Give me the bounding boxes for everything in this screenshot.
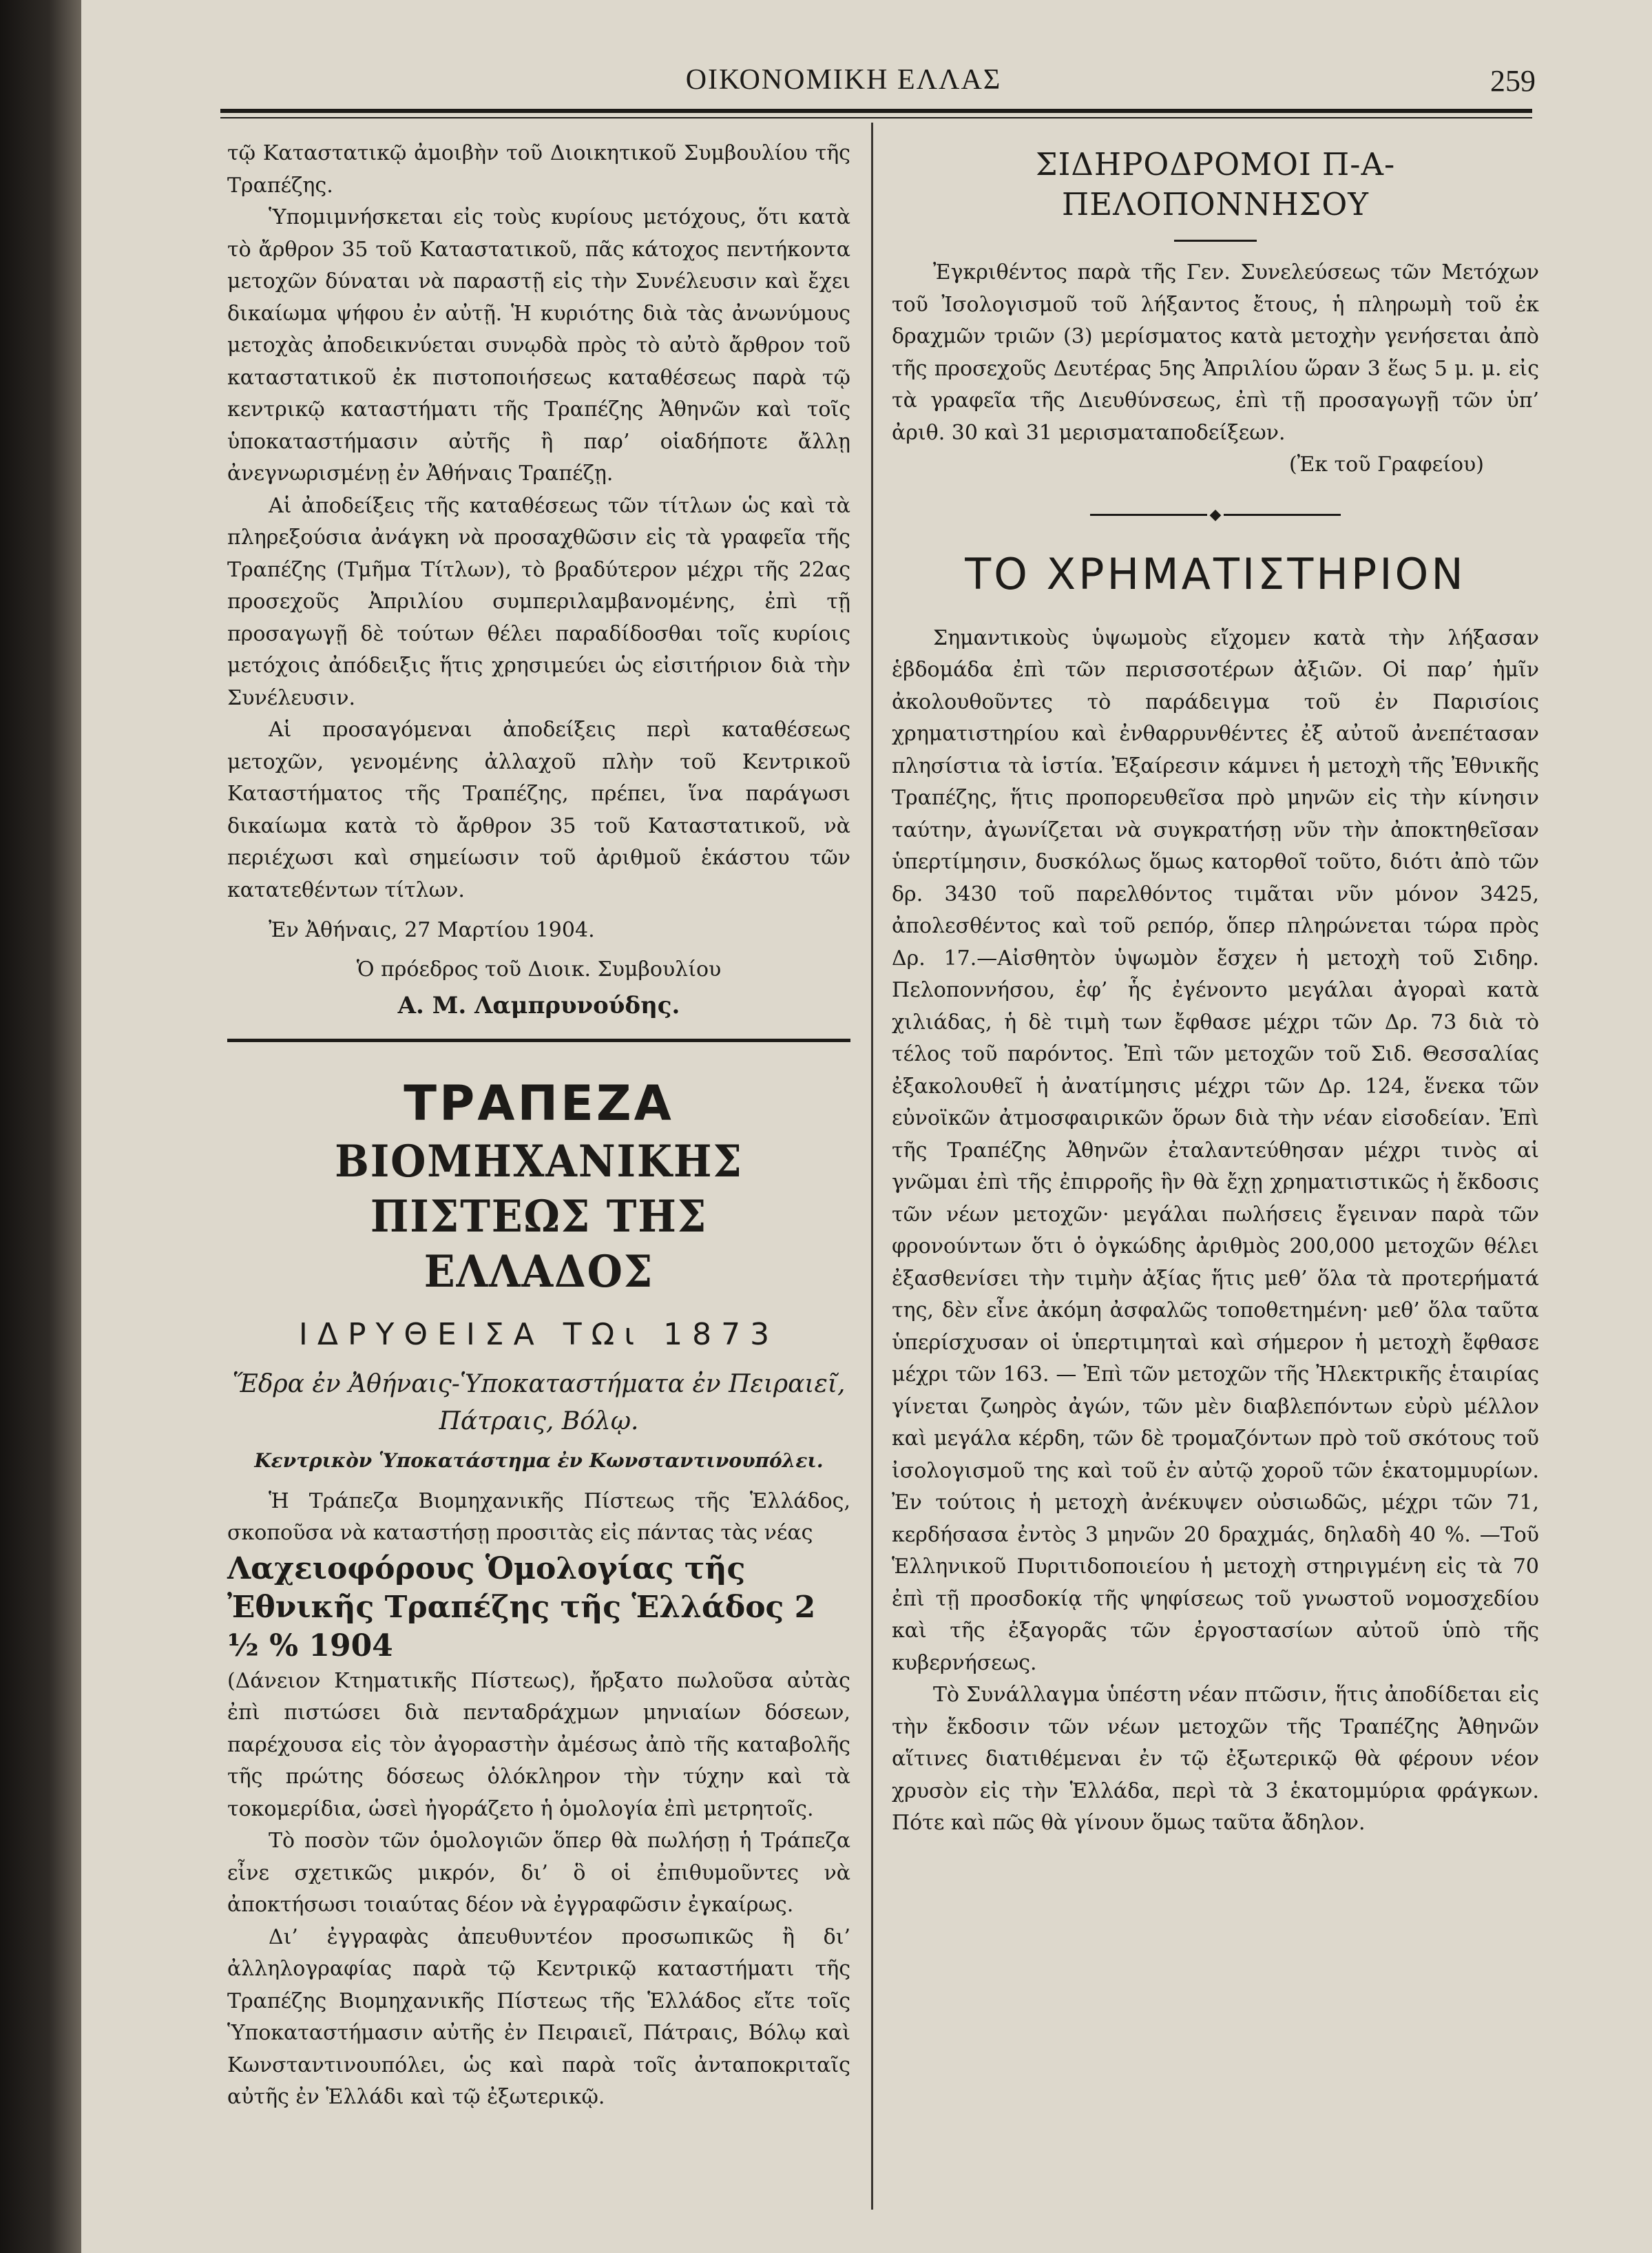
paragraph: Αἱ ἀποδείξεις τῆς καταθέσεως τῶν τίτλων ὡς καὶ τὰ πληρεξούσια ἀνάγκη νὰ προσαχθῶσιν εἰς τὰ γραφεῖα τῆς Τραπέζης (Τμῆμα Τίτλων), τὸ βραδύτερον μέχρι τῆς 22ας προσεχοῦς Ἀπριλίου συμπεριλαμβανομένης, ἐπὶ τῇ προσαγωγῇ δὲ τούτων θέλει παραδίδοσθαι τοῖς κυρίοις μετόχοις ἀπόδειξις ἥτις χρησιμεύει ὡς εἰσιτήριον διὰ τὴν Συνέλευσιν. xyxy=(227,493,850,710)
divider-line xyxy=(1090,514,1207,516)
notice-signature: Α. Μ. Λαμπρυνούδης. xyxy=(397,992,680,1019)
paragraph: Δι’ ἐγγραφὰς ἀπευθυντέον προσωπικῶς ἢ δι’ ἀλληλογραφίας παρὰ τῷ Κεντρικῷ καταστήματι τῆς Τραπέζης Βιομηχανικῆς Πίστεως τῆς Ἑλλάδος εἴτε τοῖς Ὑποκαταστήμασιν αὐτῆς ἐν Πειραιεῖ, Πάτραις, Βόλῳ καὶ Κωνσταντινουπόλει, ὡς καὶ παρὰ τοῖς ἀνταποκριταῖς αὐτῆς ἐν Ἑλλάδι καὶ τῷ ἐξωτερικῷ. xyxy=(227,1924,850,2109)
paragraph: Τὸ Συνάλλαγμα ὑπέστη νέαν πτῶσιν, ἥτις ἀποδίδεται εἰς τὴν ἔκδοσιν τῶν νέων μετοχῶν τῆς Τραπέζης Ἀθηνῶν αἵτινες διατιθέμεναι ἐν τῷ ἐξωτερικῷ θὰ φέρουν νέον χρυσὸν εἰς τὴν Ἑλλάδα, περὶ τὰ 3 ἑκατομμύρια φράγκων. Πότε καὶ πῶς θὰ γίνουν ὅμως ταῦτα ἄδηλον. xyxy=(892,1683,1539,1835)
paragraph: (Δάνειον Κτηματικῆς Πίστεως), ἤρξατο πωλοῦσα αὐτὰς ἐπὶ πιστώσει διὰ πενταδράχμων μηνιαίων δόσεων, παρέχουσα εἰς τὸν ἀγοραστὴν ἀμέσως ἀπὸ τῆς καταβολῆς τῆς πρώτης δόσεως ὁλόκληρον τὴν τύχην καὶ τὰ τοκομερίδια, ὡσεὶ ἠγοράζετο ἡ ὁμολογία ἐπὶ μετρητοῖς. xyxy=(227,1668,850,1821)
binding-edge xyxy=(0,0,81,2253)
railway-source: (Ἐκ τοῦ Γραφείου) xyxy=(1288,453,1484,477)
column-divider xyxy=(871,123,873,2210)
left-column xyxy=(227,138,850,2114)
notice-date: Ἐν Ἀθήναις, 27 Μαρτίου 1904. xyxy=(269,918,595,942)
paragraph: Ἐγκριθέντος παρὰ τῆς Γεν. Συνελεύσεως τῶν Μετόχων τοῦ Ἰσολογισμοῦ τοῦ λήξαντος ἔτους, ἡ πληρωμὴ τοῦ ἐκ δραχμῶν τριῶν (3) μερίσματος κατὰ μετοχὴν γενήσεται ἀπὸ τῆς προσεχοῦς Δευτέρας 5ης Ἀπριλίου ὥραν 3 ἕως 5 μ. μ. εἰς τὰ γραφεῖα τῆς Διευθύνσεως, ἐπὶ τῇ προσαγωγῇ τῶν ὑπ’ ἀριθ. 30 καὶ 31 μερισματαποδείξεων. xyxy=(892,260,1539,445)
founded-line: ΙΔΡΥΘΕΙΣΑ ΤΩι 1873 xyxy=(298,1316,780,1352)
paragraph: Ἡ Τράπεζα Βιομηχανικῆς Πίστεως τῆς Ἑλλάδος, σκοποῦσα νὰ καταστήσῃ προσιτὰς εἰς πάντας τὰς νέας xyxy=(227,1488,850,1545)
page-header xyxy=(145,63,1543,102)
bank-branch: Κεντρικὸν Ὑποκατάστημα ἐν Κωνσταντινουπόλει. xyxy=(254,1449,824,1472)
header-rule xyxy=(220,109,1532,113)
paragraph: Ὑπομιμνήσκεται εἰς τοὺς κυρίους μετόχους, ὅτι κατὰ τὸ ἄρθρον 35 τοῦ Καταστατικοῦ, πᾶς κάτοχος πεντήκοντα μετοχῶν δύναται νὰ παραστῇ εἰς τὴν Συνέλευσιν καὶ ἔχει δικαίωμα ψήφου ἐν αὐτῇ. Ἡ κυριότης διὰ τὰς ἀνωνύμους μετοχὰς ἀποδεικνύεται συνῳδὰ πρὸς τὸ αὐτὸ ἄρθρον τοῦ καταστατικοῦ ἐκ πιστοποιήσεως καταθέσεως παρὰ τῷ κεντρικῷ καταστήματι τῆς Τραπέζης Ἀθηνῶν καὶ τοῖς ὑποκαταστήμασιν αὐτῆς ἢ παρ’ οἱαδήποτε ἄλλῃ ἀνεγνωρισμένῃ ἐν Ἀθήναις Τραπέζῃ. xyxy=(227,205,850,486)
paragraph: Τὸ ποσὸν τῶν ὁμολογιῶν ὅπερ θὰ πωλήσῃ ἡ Τράπεζα εἶνε σχετικῶς μικρόν, δι’ ὃ οἱ ἐπιθυμοῦντες νὰ ἀποκτήσωσι τοιαύτας δέον νὰ ἐγγραφῶσιν ἐγκαίρως. xyxy=(227,1829,850,1917)
page-number: 259 xyxy=(1490,64,1536,98)
bank-title: ΤΡΑΠΕΖΑ xyxy=(404,1074,674,1132)
short-rule xyxy=(1174,240,1257,242)
notice-president: Ὁ πρόεδρος τοῦ Διοικ. Συμβουλίου xyxy=(356,957,722,982)
bond-name: Λαχειοφόρους Ὁμολογίας τῆς Ἐθνικῆς Τραπέζης τῆς Ἑλλάδος 2 ½ % 1904 xyxy=(227,1550,816,1663)
journal-title: ΟΙΚΟΝΟΜΙΚΗ ΕΛΛΑΣ xyxy=(685,64,1002,96)
right-column xyxy=(892,145,1539,1840)
ornament-divider xyxy=(892,506,1539,523)
railway-title: ΣΙΔΗΡΟΔΡΟΜΟΙ Π-Α-ΠΕΛΟΠΟΝΝΗΣΟΥ xyxy=(1035,146,1396,222)
bank-seat: Ἕδρα ἐν Ἀθήναις-Ὑποκαταστήματα ἐν Πειραιεῖ, Πάτραις, Βόλῳ. xyxy=(232,1369,846,1435)
header-rule-thin xyxy=(220,117,1532,118)
paragraph: τῷ Καταστατικῷ ἀμοιβὴν τοῦ Διοικητικοῦ Συμβουλίου τῆς Τραπέζης. xyxy=(227,141,850,198)
divider-line xyxy=(1224,514,1341,516)
bank-subtitle: ΒΙΟΜΗΧΑΝΙΚΗΣ ΠΙΣΤΕΩΣ ΤΗΣ ΕΛΛΑΔΟΣ xyxy=(335,1135,743,1298)
section-rule xyxy=(227,1039,850,1042)
paragraph: Σημαντικοὺς ὑψωμοὺς εἴχομεν κατὰ τὴν λήξασαν ἑβδομάδα ἐπὶ τῶν περισσοτέρων ἀξιῶν. Οἱ παρ’ ἡμῖν ἀκολουθοῦντες τὸ παράδειγμα τοῦ ἐν Παρισίοις χρηματιστηρίου καὶ ἐνθαρρυνθέντες ἐξ αὐτοῦ ἀνεπέτασαν πλησίστια τὰ ἱστία. Ἐξαίρεσιν κάμνει ἡ μετοχὴ τῆς Ἐθνικῆς Τραπέζης, ἥτις προπορευθεῖσα πρὸ μηνῶν εἰς τὴν κίνησιν ταύτην, ἀγωνίζεται νὰ συγκρατήσῃ νῦν τὴν ἀποκτηθεῖσαν ὑπερτίμησιν, δυσκόλως ὅμως κατορθοῖ τοῦτο, διότι ἀπὸ τῶν δρ. 3430 τοῦ παρελθόντος τιμᾶται νῦν μόνον 3425, ἀπολεσθέντος καὶ τοῦ ρεπόρ, ὅπερ πληρώνεται τώρα πρὸς Δρ. 17.—Αἰσθητὸν ὑψωμὸν ἔσχεν ἡ μετοχὴ τοῦ Σιδηρ. Πελοποννήσου, ἐφ’ ἧς ἐγένοντο μεγάλαι ἀγοραὶ κατὰ χιλιάδας, ἡ δὲ τιμὴ των ἔφθασε μέχρι τῶν Δρ. 73 διὰ τὸ τέλος τοῦ παρόντος. Ἐπὶ τῶν μετοχῶν τοῦ Σιδ. Θεσσαλίας ἐξακολουθεῖ ἡ ἀνατίμησις μέχρι τῶν Δρ. 124, ἕνεκα τῶν εὐνοϊκῶν ἀτμοσφαιρικῶν ὅρων διὰ τὴν νέαν εἰσοδείαν. Ἐπὶ τῆς Τραπέζης Ἀθηνῶν ἐταλαντεύθησαν μέχρι τινὸς αἱ γνῶμαι ἐπὶ τῆς ἐπιρροῆς ἣν θὰ ἔχῃ χρηματιστικῶς ἡ ἔκδοσις τῶν νέων μετοχῶν· μεγάλαι πωλήσεις ἔγειναν παρὰ τῶν φρονούντων ὅτι ὁ ὀγκώδης ἀριθμὸς 200,000 μετοχῶν θέλει ἐξασθενίσει τὴν τιμὴν ἀξίας ἥτις μεθ’ ὅλα τὰ προτερήματά της, δὲν εἶνε ἀκόμη ἀσφαλῶς τοποθετημένη· μεθ’ ὅλα ταῦτα ὑπερίσχυσαν οἱ ὑπερτιμηταὶ καὶ σήμερον ἡ μετοχὴ ἔφθασε μέχρι τῶν 163. — Ἐπὶ τῶν μετοχῶν τῆς Ἠλεκτρικῆς ἑταιρίας γίνεται ζωηρὸς ἀγών, τῶν μὲν διαβλεπόντων εὐρὺ μέλλον καὶ μεγάλα κέρδη, τῶν δὲ τρομαζόντων πρὸ τοῦ σκότους τοῦ ἰσολογισμοῦ της καὶ τοῦ ἐν αὐτῷ χοροῦ τῶν ἑκατομμυρίων. Ἐν τούτοις ἡ μετοχὴ ἀνέκυψεν οὐσιωδῶς, μέχρι τῶν 71, κερδήσασα ἐντὸς 3 μηνῶν 20 δραχμάς, δηλαδὴ 40 %. —Τοῦ Ἑλληνικοῦ Πυριτιδοποιείου ἡ μετοχὴ στηριγμένη εἰς τὰ 70 ἐπὶ τῇ προσδοκίᾳ τῆς ψηφίσεως τοῦ γνωστοῦ νομοσχεδίου καὶ τῆς ἐξαγορᾶς τῶν ἐργοστασίων αὐτοῦ ὑπὸ τῆς κυβερνήσεως. xyxy=(892,625,1539,1675)
diamond-icon: ◆ xyxy=(1209,506,1222,523)
paragraph: Αἱ προσαγόμεναι ἀποδείξεις περὶ καταθέσεως μετοχῶν, γενομένης ἀλλαχοῦ πλὴν τοῦ Κεντρικοῦ Καταστήματος τῆς Τραπέζης, πρέπει, ἵνα παράγωσι δικαίωμα κατὰ τὸ ἄρθρον 35 τοῦ Καταστατικοῦ, νὰ περιέχωσι καὶ σημείωσιν τοῦ ἀριθμοῦ ἑκάστου τῶν κατατεθέντων τίτλων. xyxy=(227,718,850,902)
exchange-title: ΤΟ ΧΡΗΜΑΤΙΣΤΗΡΙΟΝ xyxy=(965,548,1466,599)
